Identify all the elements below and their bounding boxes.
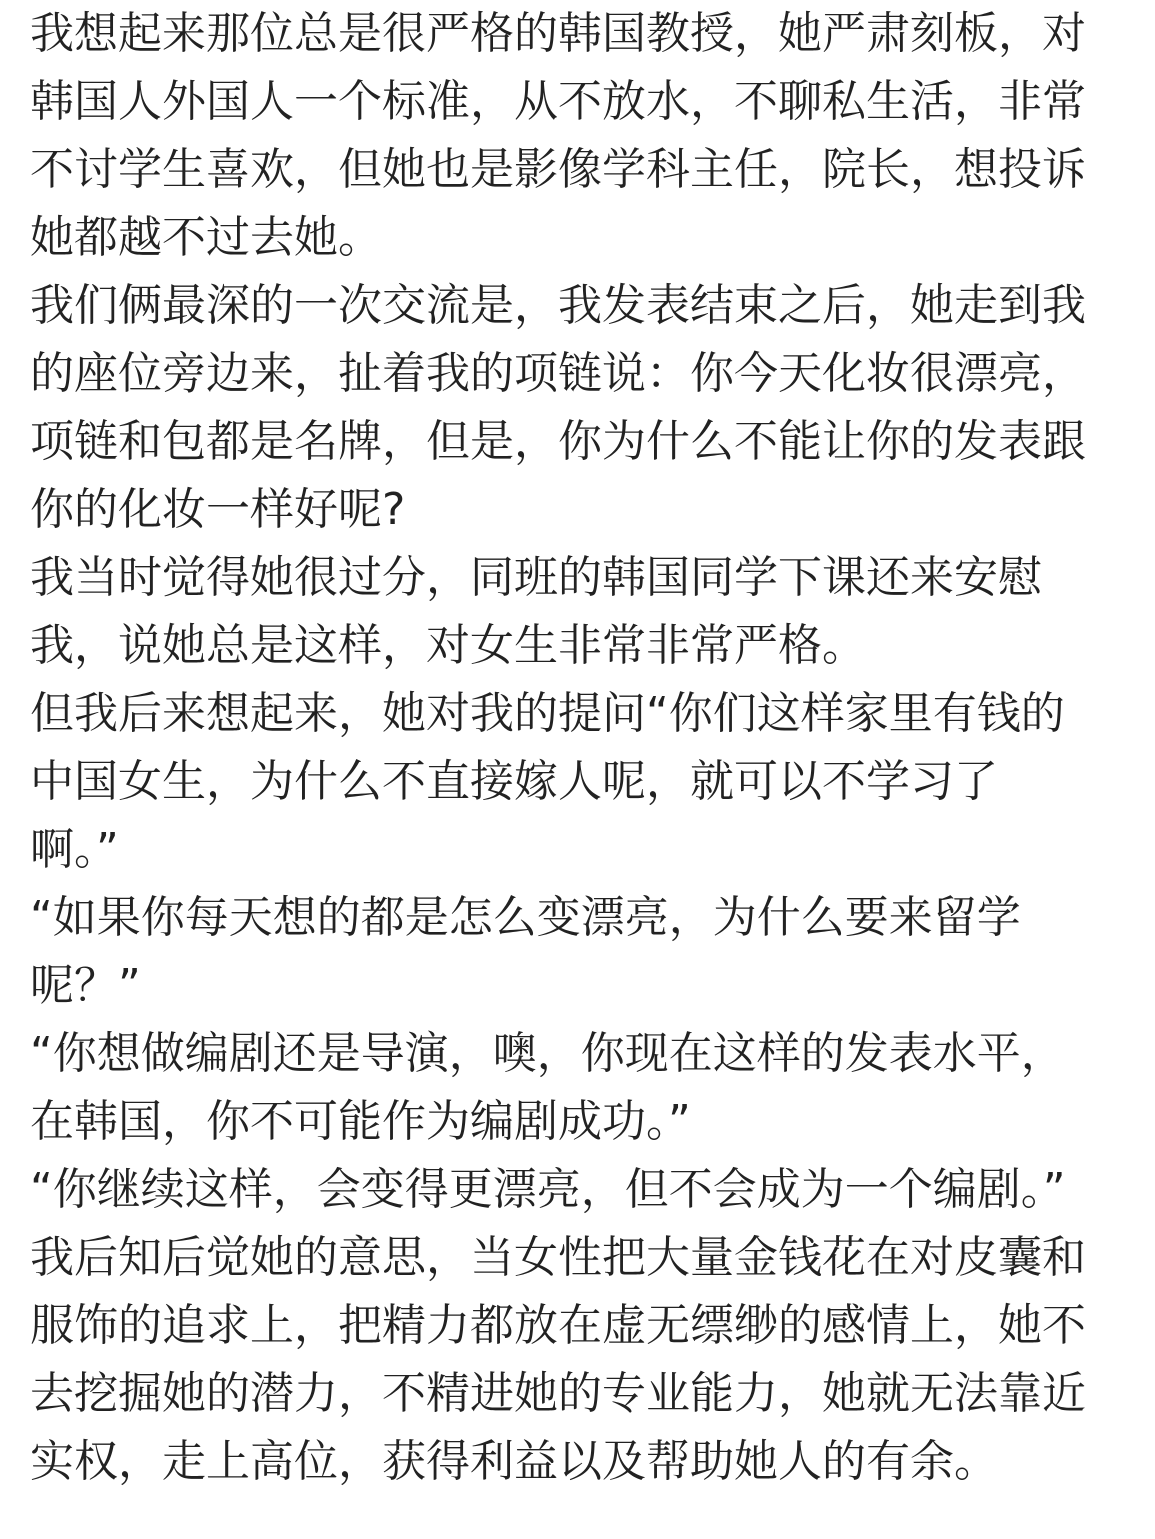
text-line: 我当时觉得她很过分，同班的韩国同学下课还来安慰 (30, 552, 1042, 603)
text-line: 去挖掘她的潜力，不精进她的专业能力，她就无法靠近 (30, 1368, 1086, 1419)
text-line: “如果你每天想的都是怎么变漂亮，为什么要来留学 (30, 892, 1021, 943)
text-line: “你继续这样，会变得更漂亮，但不会成为一个编剧。” (30, 1164, 1066, 1215)
text-line: “你想做编剧还是导演，噢，你现在这样的发表水平， (30, 1028, 1065, 1079)
text-line: 韩国人外国人一个标准，从不放水，不聊私生活，非常 (30, 76, 1086, 127)
text-line: 实权，走上高位，获得利益以及帮助她人的有余。 (30, 1436, 998, 1487)
text-line: 在韩国，你不可能作为编剧成功。” (30, 1096, 691, 1147)
text-line: 中国女生，为什么不直接嫁人呢，就可以不学习了 (30, 756, 998, 807)
text-line: 我们俩最深的一次交流是，我发表结束之后，她走到我 (30, 280, 1086, 331)
text-line: 服饰的追求上，把精力都放在虚无缥缈的感情上，她不 (30, 1300, 1086, 1351)
text-line: 呢？” (30, 960, 141, 1011)
text-line: 项链和包都是名牌，但是，你为什么不能让你的发表跟 (30, 416, 1086, 467)
text-line: 我后知后觉她的意思，当女性把大量金钱花在对皮囊和 (30, 1232, 1086, 1283)
text-line: 不讨学生喜欢，但她也是影像学科主任，院长，想投诉 (30, 144, 1086, 195)
text-line: 啊。” (30, 824, 119, 875)
text-line: 我想起来那位总是很严格的韩国教授，她严肃刻板，对 (30, 8, 1086, 59)
text-line: 你的化妆一样好呢? (30, 484, 406, 535)
text-line: 的座位旁边来，扯着我的项链说：你今天化妆很漂亮， (30, 348, 1086, 399)
text-line: 她都越不过去她。 (30, 212, 382, 263)
text-line: 我，说她总是这样，对女生非常非常严格。 (30, 620, 866, 671)
text-line: 但我后来想起来，她对我的提问“你们这样家里有钱的 (30, 688, 1065, 739)
